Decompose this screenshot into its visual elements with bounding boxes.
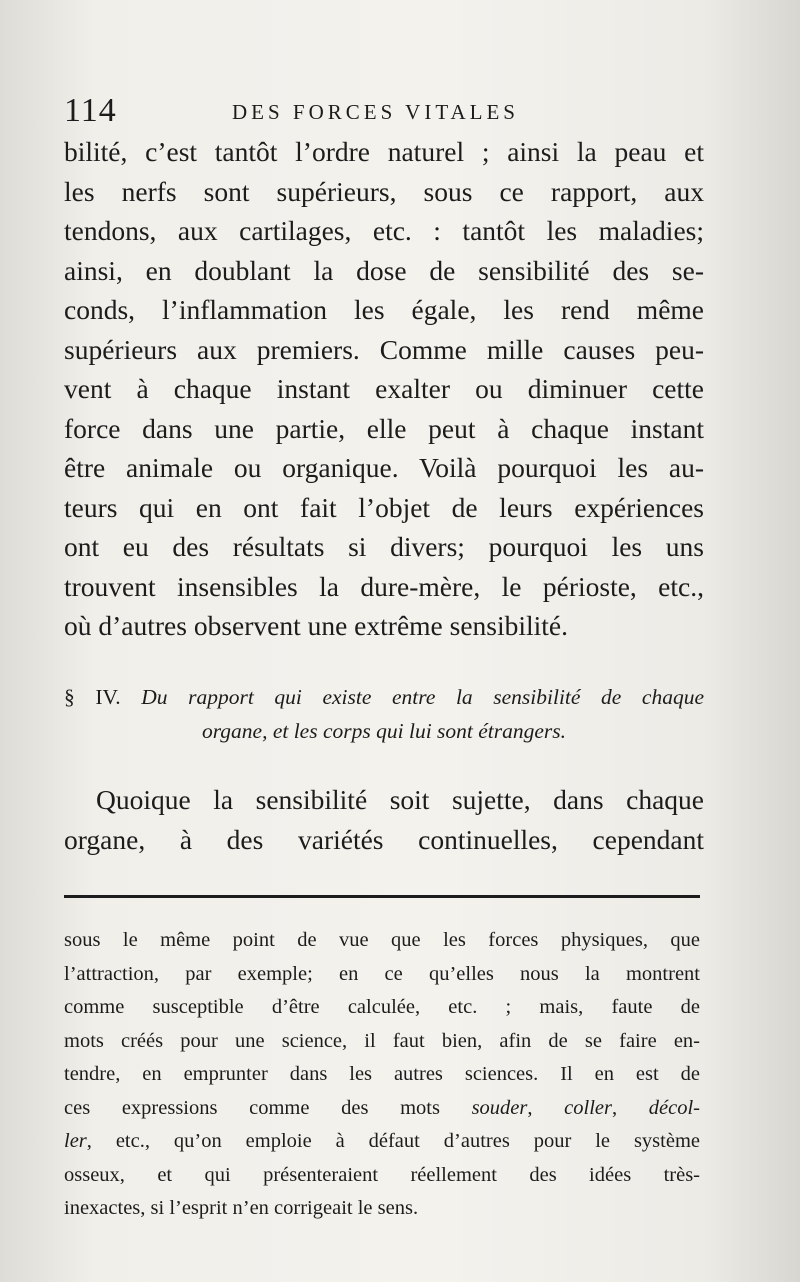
footnote-line: sous le même point de vue que les forces physiques, que (64, 929, 700, 951)
text-line: supérieurs aux premiers. Comme mille causes peu- (64, 333, 704, 365)
footnote-text: , (527, 1096, 565, 1119)
section-heading (64, 680, 704, 748)
section-heading-line (64, 714, 704, 748)
footnote-line: comme susceptible d’être calculée, etc. ; mais, faute de (64, 996, 700, 1018)
main-paragraph (64, 132, 704, 646)
section-number: § IV. (64, 685, 121, 709)
text-line: tendons, aux cartilages, etc. : tantôt les maladies; (64, 215, 704, 246)
footnote-line: osseux, et qui présenteraient réellement des idées très- (64, 1163, 700, 1186)
text-line: Quoique la sensibilité soit sujette, dans chaque (96, 784, 704, 815)
footnote-line: inexactes, si l’esprit n’en corrigeait le sens. (64, 1197, 419, 1219)
footnote-italic: ler (64, 1130, 87, 1152)
section-heading-line (64, 680, 704, 714)
footnote-italic: décol- (648, 1096, 701, 1119)
section-title-part: Du rapport qui existe entre la sensibilité de chaque (141, 685, 704, 709)
text-line: les nerfs sont supérieurs, sous ce rapport, aux (64, 175, 704, 207)
footnote-line (64, 1125, 700, 1159)
section-title-part: organe, et les corps qui lui sont étrangers. (201, 719, 567, 743)
text-line: force dans une partie, elle peut à chaque instant (64, 412, 704, 444)
footnote (64, 924, 700, 1226)
footnote-text: ces expressions comme des mots (64, 1096, 472, 1119)
running-head: DES FORCES VITALES (232, 100, 519, 124)
text-line: trouvent insensibles la dure-mère, le périoste, etc., (64, 570, 704, 602)
footnote-line: tendre, en emprunter dans les autres sciences. Il en est de (64, 1063, 700, 1085)
text-line: être animale ou organique. Voilà pourquoi les au- (64, 452, 704, 483)
second-paragraph (64, 780, 704, 859)
text-line: ont eu des résultats si divers; pourquoi les uns (64, 531, 704, 562)
text-line: organe, à des variétés continuelles, cependant (64, 823, 704, 855)
text-line: vent à chaque instant exalter ou diminuer cette (64, 373, 704, 404)
text-line: conds, l’inflammation les égale, les rend même (64, 294, 704, 325)
footnote-text: , etc., qu’on emploie à défaut d’autres pour le système (86, 1130, 700, 1152)
footnote-line: mots créés pour une science, il faut bien, afin de se faire en- (64, 1029, 700, 1052)
footnote-line: l’attraction, par exemple; en ce qu’elles nous la montrent (64, 962, 700, 985)
footnote-italic: souder (471, 1096, 528, 1119)
page-header (64, 92, 704, 132)
page-number: 114 (64, 92, 117, 129)
text-line: teurs qui en ont fait l’objet de leurs expériences (64, 491, 704, 523)
footnote-divider (64, 895, 700, 898)
footnote-italic: coller (564, 1096, 612, 1119)
footnote-text: , (612, 1096, 649, 1119)
text-line: ainsi, en doublant la dose de sensibilité des se- (64, 254, 704, 286)
text-line: où d’autres observent une extrême sensibilité. (64, 610, 569, 641)
text-line: bilité, c’est tantôt l’ordre naturel ; ainsi la peau et (64, 136, 704, 167)
footnote-line (64, 1092, 700, 1126)
